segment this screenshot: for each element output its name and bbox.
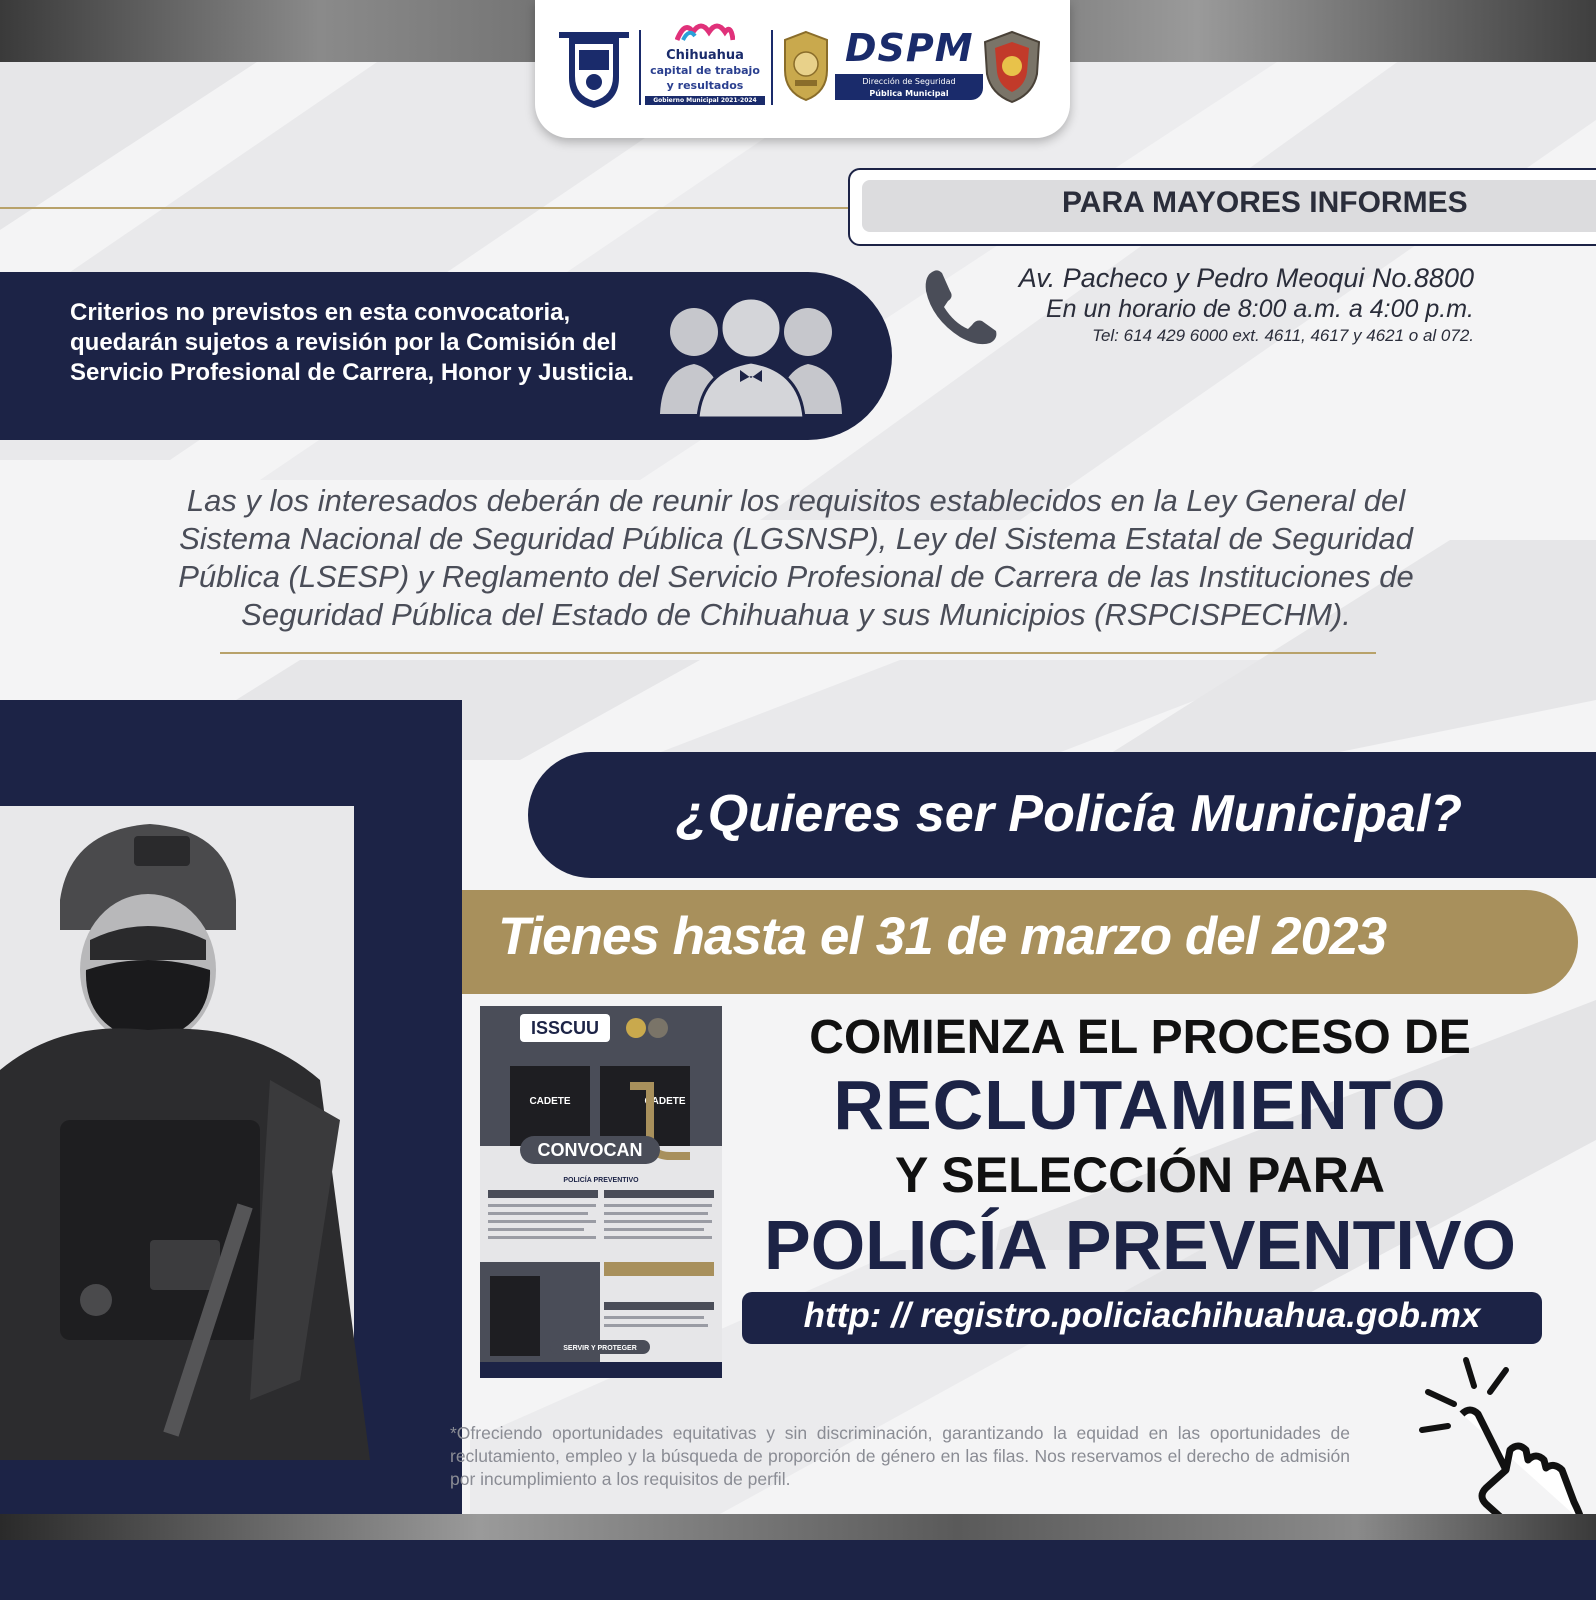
info-title: PARA MAYORES INFORMES	[1062, 186, 1468, 219]
gold-divider-line	[0, 207, 848, 209]
headline-line1: COMIENZA EL PROCESO DE	[809, 1011, 1471, 1064]
thumb-cadet-2: CADETE	[644, 1096, 686, 1107]
requisitos-text: Las y los interesados deberán de reunir los requisitos establecidos en la Ley General del Sistema Nacional de Seguridad Pública (LGSNSP), Ley del Sistema Estatal de Seguridad Pública (LSESP) y Reglamento del Servicio Profesional de Carrera de las Instituciones de Seguridad Pública del Estado de Chihuahua y sus Municipios (RSPCISPECHM).	[178, 483, 1414, 632]
dspm-title: DSPM	[845, 26, 974, 70]
thumb-convocan: CONVOCAN	[537, 1140, 643, 1160]
disclaimer-text: *Ofreciendo oportunidades equitativas y sin discriminación, garantizando la equidad en las oportunidades de reclutamiento, empleo y la búsqueda de proporción de género en las filas. Nos reservamos el derecho de admisión por incumplimiento a los requisitos de perfil.	[450, 1423, 1350, 1489]
phone-text: Tel: 614 429 6000 ext. 4611, 4617 y 4621 o al 072.	[1092, 326, 1474, 345]
municipal-seal-icon	[559, 28, 629, 110]
thumb-subtitle: POLICÍA PREVENTIVO	[563, 1177, 639, 1184]
dspm-subtitle	[835, 74, 983, 100]
question-text: ¿Quieres ser Policía Municipal?	[676, 785, 1463, 843]
requisitos-divider	[220, 652, 1376, 654]
convocatoria-thumbnail	[480, 1006, 722, 1378]
people-icon	[656, 296, 846, 418]
chihuahua-logo-line4: Gobierno Municipal 2021-2024	[645, 96, 765, 105]
criterios-text: Criterios no previstos en esta convocatoria, quedarán sujetos a revisión por la Comisión del Servicio Profesional de Carrera, Honor y Justicia.	[70, 299, 635, 386]
logo-header-card	[535, 0, 1070, 138]
schedule-text: En un horario de 8:00 a.m. a 4:00 p.m.	[1045, 295, 1474, 323]
logo-divider	[639, 30, 641, 105]
chihuahua-logo-text	[645, 48, 765, 105]
thumb-brand: ISSCUU	[530, 1018, 600, 1038]
chihuahua-logo-line3: y resultados	[666, 79, 744, 92]
chihuahua-logo-line1: Chihuahua	[666, 48, 744, 63]
thumb-footer: SERVIR Y PROTEGER	[563, 1345, 637, 1352]
headline	[760, 1010, 1520, 1284]
hand-click-icon	[1414, 1352, 1596, 1522]
deadline-text: Tienes hasta el 31 de marzo del 2023	[498, 907, 1387, 966]
address-text: Av. Pacheco y Pedro Meoqui No.8800	[1018, 263, 1474, 293]
headline-line3: Y SELECCIÓN PARA	[895, 1147, 1385, 1203]
bottom-metal-band	[0, 1514, 1596, 1540]
headline-line4: POLICÍA PREVENTIVO	[764, 1206, 1516, 1284]
headline-line2: RECLUTAMIENTO	[833, 1066, 1447, 1144]
dspm-subtitle-line2: Pública Municipal	[869, 89, 949, 98]
police-shield-icon	[981, 30, 1043, 104]
police-badge-icon	[781, 30, 831, 102]
registration-link[interactable]: http: // registro.policiachihuahua.gob.mx	[803, 1296, 1481, 1335]
address-block	[930, 262, 1474, 348]
soldier-photo	[0, 820, 370, 1460]
chihuahua-logo-line2: capital de trabajo	[650, 64, 760, 77]
logo-divider	[771, 30, 773, 105]
dspm-subtitle-line1: Dirección de Seguridad	[862, 77, 956, 86]
chihuahua-m-icon	[675, 20, 735, 42]
thumb-cadet-1: CADETE	[529, 1096, 571, 1107]
bottom-navy-band	[0, 1540, 1596, 1600]
